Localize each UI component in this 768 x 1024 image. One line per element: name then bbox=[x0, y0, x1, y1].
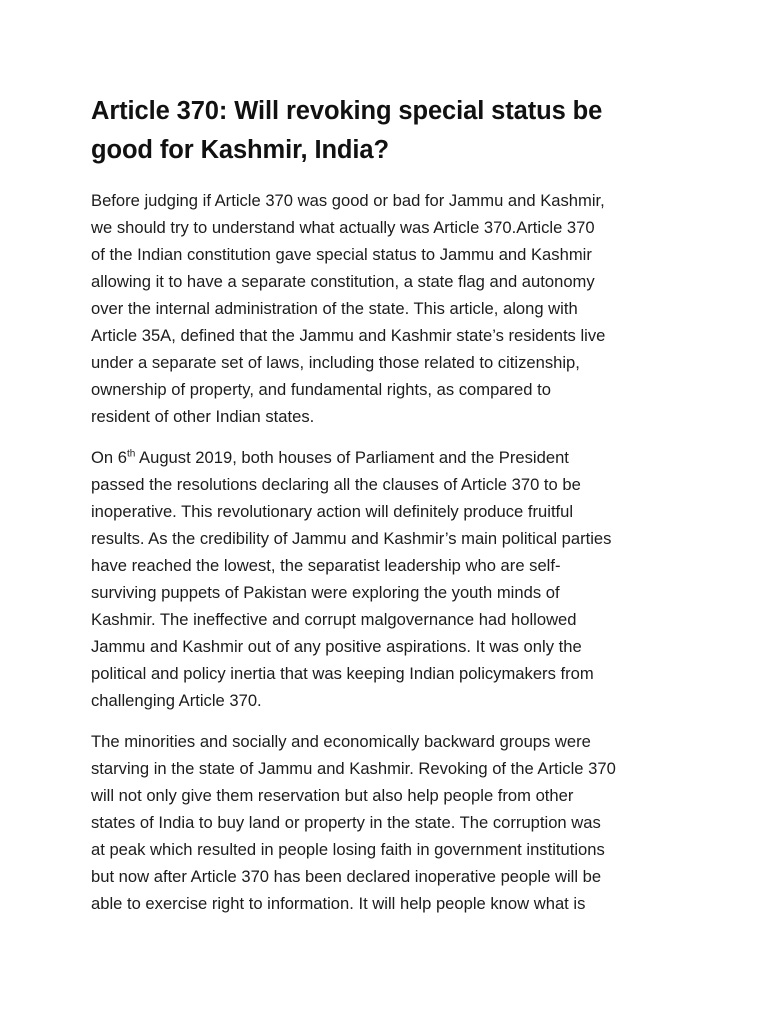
paragraph-line: able to exercise right to information. It will help people know what is bbox=[91, 894, 586, 913]
paragraph-line: will not only give them reservation but also help people from other bbox=[91, 786, 574, 805]
paragraph-line: results. As the credibility of Jammu and Kashmir’s main political parties bbox=[91, 529, 612, 548]
paragraph-line: The minorities and socially and economically backward groups were bbox=[91, 732, 591, 751]
paragraph-line: challenging Article 370. bbox=[91, 691, 262, 710]
date-suffix: August 2019, both houses of Parliament and the President bbox=[135, 448, 569, 467]
paragraph-line: have reached the lowest, the separatist leadership who are self- bbox=[91, 556, 561, 575]
paragraph-line: over the internal administration of the state. This article, along with bbox=[91, 299, 578, 318]
paragraph-line: states of India to buy land or property in the state. The corruption was bbox=[91, 813, 601, 832]
document-page bbox=[91, 92, 691, 917]
date-prefix: On 6 bbox=[91, 448, 127, 467]
paragraph-line: Before judging if Article 370 was good or bad for Jammu and Kashmir, bbox=[91, 191, 605, 210]
paragraph-line: under a separate set of laws, including those related to citizenship, bbox=[91, 353, 580, 372]
paragraph-line: Jammu and Kashmir out of any positive aspirations. It was only the bbox=[91, 637, 582, 656]
paragraph-line: ownership of property, and fundamental rights, as compared to bbox=[91, 380, 551, 399]
paragraph-line: Article 35A, defined that the Jammu and Kashmir state’s residents live bbox=[91, 326, 606, 345]
paragraph-line: allowing it to have a separate constitution, a state flag and autonomy bbox=[91, 272, 595, 291]
title-line: good for Kashmir, India? bbox=[91, 136, 389, 164]
paragraph-2 bbox=[91, 444, 691, 714]
paragraph-line: Kashmir. The ineffective and corrupt malgovernance had hollowed bbox=[91, 610, 577, 629]
paragraph-line: we should try to understand what actually was Article 370.Article 370 bbox=[91, 218, 595, 237]
paragraph-line bbox=[91, 444, 691, 471]
paragraph-1 bbox=[91, 187, 691, 430]
ordinal-superscript: th bbox=[126, 448, 136, 460]
paragraph-line: political and policy inertia that was keeping Indian policymakers from bbox=[91, 664, 594, 683]
paragraph-3 bbox=[91, 728, 691, 917]
paragraph-line: passed the resolutions declaring all the clauses of Article 370 to be bbox=[91, 475, 581, 494]
paragraph-line: inoperative. This revolutionary action will definitely produce fruitful bbox=[91, 502, 574, 521]
paragraph-line: but now after Article 370 has been declared inoperative people will be bbox=[91, 867, 602, 886]
paragraph-line: surviving puppets of Pakistan were exploring the youth minds of bbox=[91, 583, 560, 602]
paragraph-line: resident of other Indian states. bbox=[91, 407, 315, 426]
article-title bbox=[91, 92, 691, 170]
paragraph-line: starving in the state of Jammu and Kashmir. Revoking of the Article 370 bbox=[91, 759, 616, 778]
paragraph-line: of the Indian constitution gave special status to Jammu and Kashmir bbox=[91, 245, 592, 264]
paragraph-line: at peak which resulted in people losing faith in government institutions bbox=[91, 840, 605, 859]
title-line: Article 370: Will revoking special status be bbox=[91, 97, 603, 125]
